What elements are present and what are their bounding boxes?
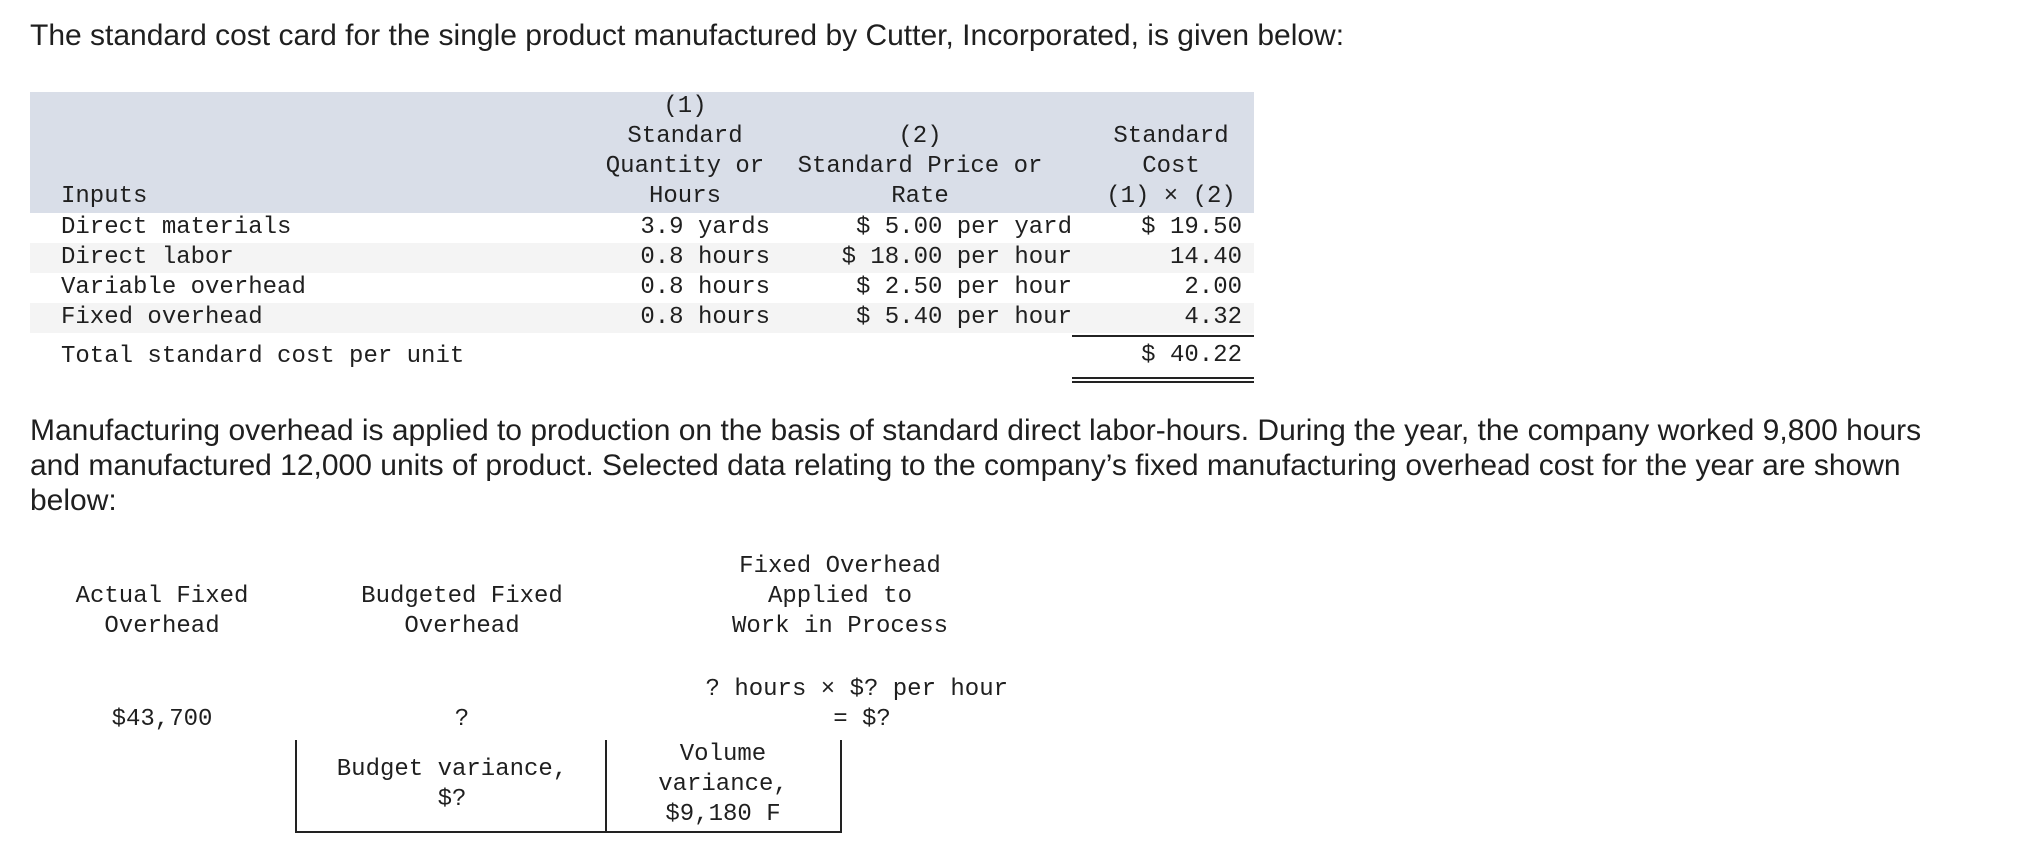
row-quantity: 0.8 hours — [640, 274, 770, 301]
row-price: $ 5.40 per hour — [855, 304, 1072, 331]
applied-overhead-result: = $? — [833, 706, 891, 733]
fixed-overhead-diagram — [0, 550, 1100, 842]
row-input-label: Variable overhead — [61, 274, 306, 301]
budget-variance-value: $? — [437, 786, 467, 813]
budgeted-fixed-overhead-value: ? — [454, 706, 470, 733]
volume-variance-value: $9,180 F — [665, 801, 781, 828]
actual-fixed-overhead-value: $43,700 — [111, 706, 213, 733]
actual-fixed-overhead-heading: Overhead — [104, 613, 220, 640]
row-price: $ 5.00 per yard — [855, 214, 1072, 241]
row-cost: 4.32 — [1184, 304, 1242, 331]
row-cost: 2.00 — [1184, 274, 1242, 301]
budget-variance-label: Budget variance, — [336, 756, 568, 783]
bracket-left-line — [295, 740, 297, 832]
header-cost-formula: (1) × (2) — [1106, 183, 1236, 210]
row-input-label: Direct labor — [61, 244, 234, 271]
header-qty-line: Quantity or — [605, 153, 765, 180]
header-cost-line: Cost — [1142, 153, 1200, 180]
header-cost-line: Standard — [1113, 123, 1229, 150]
bracket-right-line — [840, 740, 842, 832]
header-qty-line: Hours — [648, 183, 721, 210]
header-inputs: Inputs — [61, 183, 148, 210]
total-double-rule — [1072, 377, 1254, 379]
volume-variance-label: Volume — [679, 741, 767, 768]
applied-overhead-heading: Fixed Overhead — [739, 553, 941, 580]
header-price-number: (2) — [898, 123, 942, 150]
header-qty-line: Standard — [627, 123, 743, 150]
standard-cost-card-table — [30, 92, 1254, 386]
total-value: $ 40.22 — [1141, 342, 1242, 369]
budgeted-fixed-overhead-heading: Overhead — [404, 613, 520, 640]
row-price: $ 2.50 per hour — [855, 274, 1072, 301]
row-cost: 14.40 — [1169, 244, 1242, 271]
budgeted-fixed-overhead-heading: Budgeted Fixed — [361, 583, 563, 610]
intro-text: The standard cost card for the single product manufactured by Cutter, Incorporated, is given below: — [30, 19, 1345, 52]
row-quantity: 3.9 yards — [640, 214, 770, 241]
total-label: Total standard cost per unit — [61, 343, 465, 370]
row-input-label: Fixed overhead — [61, 304, 263, 331]
total-double-rule — [1072, 381, 1254, 383]
bracket-bottom-line — [295, 831, 842, 833]
header-price-line: Rate — [891, 183, 949, 210]
applied-overhead-heading: Work in Process — [731, 613, 949, 640]
row-price: $ 18.00 per hour — [841, 244, 1072, 271]
actual-fixed-overhead-heading: Actual Fixed — [75, 583, 249, 610]
bracket-middle-line — [605, 740, 607, 832]
row-quantity: 0.8 hours — [640, 304, 770, 331]
header-qty-number: (1) — [663, 93, 707, 120]
row-cost: $ 19.50 — [1141, 214, 1242, 241]
applied-overhead-formula: ? hours × $? per hour — [705, 676, 1008, 703]
header-price-line: Standard Price or — [797, 153, 1043, 180]
volume-variance-label: variance, — [658, 771, 788, 798]
row-input-label: Direct materials — [61, 214, 292, 241]
overhead-description-text: Manufacturing overhead is applied to production on the basis of standard direct labor-hours. During the year, the company worked 9,800 hours and manufactured 12,000 units of product. Selected data relating to the company’s fixed manufacturing overhead cost for the year are shown below: — [30, 414, 1922, 517]
applied-overhead-heading: Applied to — [767, 583, 913, 610]
row-quantity: 0.8 hours — [640, 244, 770, 271]
total-rule — [1072, 335, 1254, 337]
